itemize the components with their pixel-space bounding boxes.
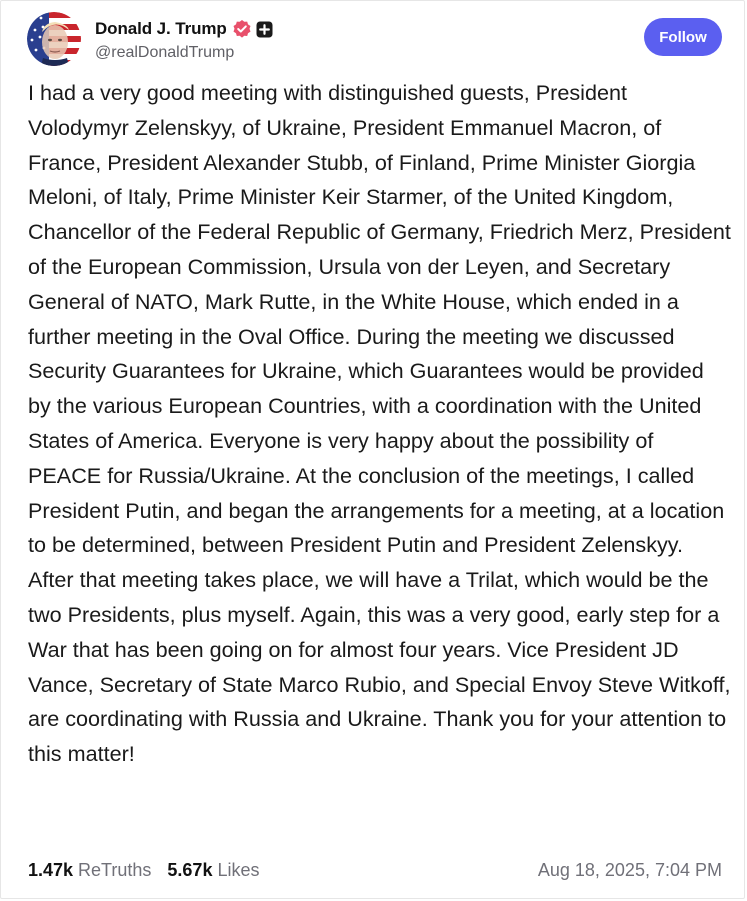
post-header (27, 12, 273, 66)
post-text: I had a very good meeting with distinguished guests, President Volodymyr Zelenskyy, of Ukraine, President Emmanuel Macron, of France, President Alexander Stubb, of Finland, Prime Minister Giorgia Meloni, of Italy, Prime Minister Keir Starmer, of the United Kingdom, Chancellor of the Federal Republic of Germany, Friedrich Merz, President of the European Commission, Ursula von der Leyen, and Secretary General of NATO, Mark Rutte, in the White House, which ended in a further meeting in the Oval Office. During the meeting we discussed Security Guarantees for Ukraine, which Guarantees would be provided by the various European Countries, with a coordination with the United States of America. Everyone is very happy about the possibility of PEACE for Russia/Ukraine. At the conclusion of the meetings, I called President Putin, and began the arrangements for a meeting, at a location to be determined, between President Putin and President Zelenskyy. After that meeting takes place, we will have a Trilat, which would be the two Presidents, plus myself. Again, this was a very good, early step for a War that has been going on for almost four years. Vice President JD Vance, Secretary of State Marco Rubio, and Special Envoy Steve Witkoff, are coordinating with Russia and Ukraine. Thank you for your attention to this matter! (28, 80, 731, 767)
user-info (95, 16, 273, 62)
post-timestamp[interactable]: Aug 18, 2025, 7:04 PM (537, 859, 722, 880)
follow-button[interactable]: Follow (644, 18, 722, 56)
plus-badge-icon (256, 21, 273, 38)
retruths-stat[interactable] (28, 860, 151, 881)
likes-label: Likes (217, 859, 260, 880)
name-row (95, 16, 273, 42)
retruths-label: ReTruths (78, 859, 152, 880)
avatar-flag-portrait-icon (27, 12, 81, 66)
post-footer (28, 856, 722, 884)
user-handle[interactable]: @realDonaldTrump (95, 44, 235, 61)
display-name[interactable]: Donald J. Trump (95, 19, 227, 38)
avatar[interactable] (27, 12, 81, 66)
likes-count: 5.67k (167, 859, 213, 880)
verified-badge-icon (232, 19, 252, 39)
retruths-count: 1.47k (28, 859, 74, 880)
likes-stat[interactable] (167, 860, 259, 881)
